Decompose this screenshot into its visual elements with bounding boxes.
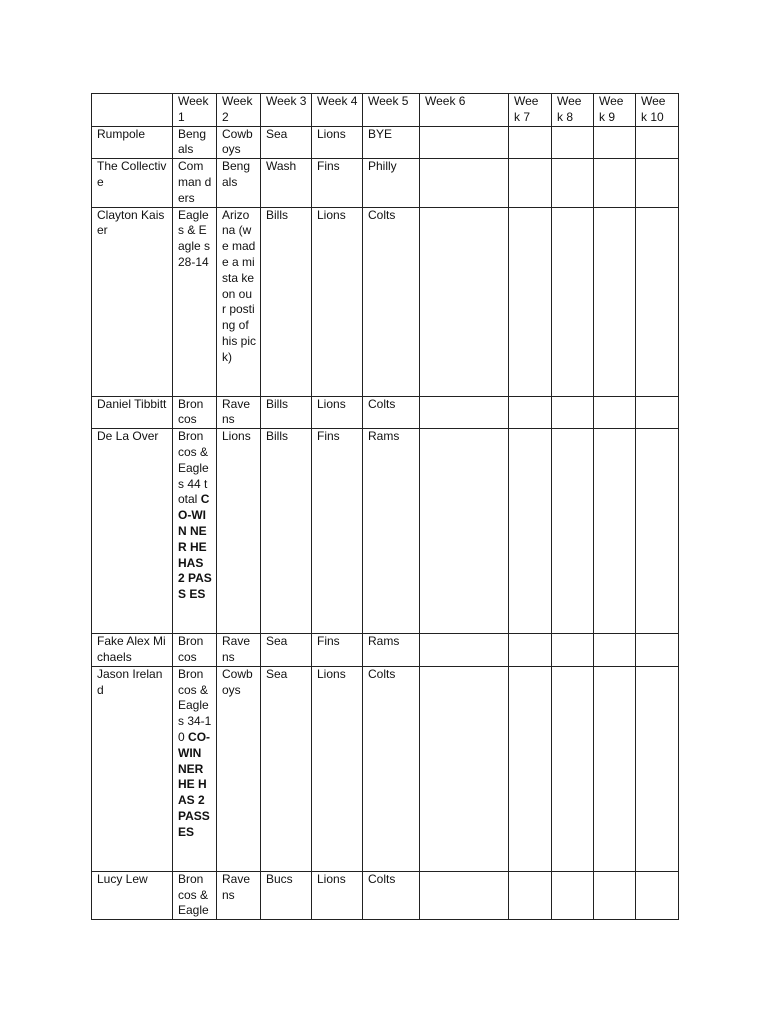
pick-cell: Colts: [363, 207, 420, 396]
pick-cell: [509, 207, 552, 396]
co-winner-note: CO-WIN NER HE HAS 2 PASS ES: [178, 492, 212, 602]
pick-cell: Fins: [312, 634, 363, 667]
pick-cell: [636, 207, 679, 396]
pick-cell: [420, 871, 509, 919]
pick-cell: [552, 396, 594, 429]
player-name: De La Over: [92, 429, 173, 634]
pick-cell: [636, 666, 679, 871]
pick-cell: [509, 634, 552, 667]
header-cell-week-6: Week 6: [420, 94, 509, 127]
pick-cell: Lions: [312, 666, 363, 871]
pick-cell: Rave ns: [217, 871, 261, 919]
header-row: [92, 94, 679, 127]
pick-cell: Bills: [261, 207, 312, 396]
pick-cell: [636, 871, 679, 919]
pick-cell: [552, 429, 594, 634]
pick-cell: [636, 634, 679, 667]
pick-cell: [552, 207, 594, 396]
pick-cell: Wash: [261, 159, 312, 207]
player-name: Clayton Kaiser: [92, 207, 173, 396]
pick-cell: Rave ns: [217, 634, 261, 667]
pick-cell: [173, 429, 217, 634]
co-winner-note: CO-WIN NER HE HAS 2 PASS ES: [178, 729, 211, 839]
pick-cell: Bills: [261, 429, 312, 634]
pick-cell: Lions: [312, 871, 363, 919]
table-row: [92, 871, 679, 919]
pick-cell: [594, 634, 636, 667]
pick-cell: [552, 126, 594, 159]
pick-cell: [594, 396, 636, 429]
pick-cell: Com man ders: [173, 159, 217, 207]
table-row: [92, 207, 679, 396]
player-name: Daniel Tibbitt: [92, 396, 173, 429]
pick-cell: [509, 666, 552, 871]
header-cell-week-10: Wee k 10: [636, 94, 679, 127]
pick-cell: Fins: [312, 159, 363, 207]
pick-cell: [636, 159, 679, 207]
header-cell-week-9: Wee k 9: [594, 94, 636, 127]
pick-cell: [509, 429, 552, 634]
pick-cell: Fins: [312, 429, 363, 634]
pick-cell: Rams: [363, 429, 420, 634]
pick-cell: [173, 666, 217, 871]
pick-cell: Colts: [363, 871, 420, 919]
pick-cell: BYE: [363, 126, 420, 159]
pick-cell: [509, 159, 552, 207]
header-cell-blank: [92, 94, 173, 127]
pick-cell: Bron cos: [173, 634, 217, 667]
header-cell-week-1: Week 1: [173, 94, 217, 127]
pick-cell: [594, 207, 636, 396]
pick-cell: [420, 396, 509, 429]
pick-cell: Beng als: [217, 159, 261, 207]
pick-cell: Eagle s & Eagle s 28-14: [173, 207, 217, 396]
pick-cell: Rave ns: [217, 396, 261, 429]
pick-cell: Sea: [261, 666, 312, 871]
pick-cell: Bron cos: [173, 396, 217, 429]
pick-cell: Bron cos & Eagle: [173, 871, 217, 919]
pick-cell: [509, 871, 552, 919]
pick-cell: Lions: [312, 126, 363, 159]
pick-cell: Rams: [363, 634, 420, 667]
pick-cell: Bucs: [261, 871, 312, 919]
pick-cell: [552, 666, 594, 871]
pick-cell: Lions: [312, 396, 363, 429]
pick-cell: [509, 396, 552, 429]
pick-cell: Bills: [261, 396, 312, 429]
pick-cell: Arizo na (we made a mista ke on our posti ng of his pick): [217, 207, 261, 396]
player-name: Rumpole: [92, 126, 173, 159]
pick-cell: [594, 666, 636, 871]
picks-table: [91, 93, 679, 920]
pick-cell: Philly: [363, 159, 420, 207]
header-cell-week-4: Week 4: [312, 94, 363, 127]
player-name: The Collective: [92, 159, 173, 207]
pick-cell: [420, 126, 509, 159]
pick-cell: [420, 666, 509, 871]
pick-cell: Cowb oys: [217, 666, 261, 871]
pick-cell: [420, 429, 509, 634]
table-row: [92, 159, 679, 207]
pick-cell: [594, 126, 636, 159]
header-cell-week-8: Wee k 8: [552, 94, 594, 127]
pick-cell: [552, 159, 594, 207]
pick-cell: [594, 871, 636, 919]
table-row: [92, 396, 679, 429]
pick-cell: [594, 429, 636, 634]
pick-cell: [509, 126, 552, 159]
pick-cell: Colts: [363, 396, 420, 429]
pick-cell: Colts: [363, 666, 420, 871]
pick-cell: [636, 126, 679, 159]
pick-cell: Lions: [312, 207, 363, 396]
header-cell-week-3: Week 3: [261, 94, 312, 127]
table-row: [92, 429, 679, 634]
header-cell-week-7: Wee k 7: [509, 94, 552, 127]
player-name: Lucy Lew: [92, 871, 173, 919]
player-name: Fake Alex Michaels: [92, 634, 173, 667]
header-cell-week-5: Week 5: [363, 94, 420, 127]
pick-cell: [420, 159, 509, 207]
table-row: [92, 666, 679, 871]
pick-cell: [420, 207, 509, 396]
pick-cell: [420, 634, 509, 667]
player-name: Jason Ireland: [92, 666, 173, 871]
pick-cell: [552, 634, 594, 667]
pick-cell: [552, 871, 594, 919]
pick-cell: [594, 159, 636, 207]
pick-cell: Cowb oys: [217, 126, 261, 159]
pick-cell: Sea: [261, 126, 312, 159]
pick-cell: [636, 429, 679, 634]
table-row: [92, 126, 679, 159]
pick-cell: [636, 396, 679, 429]
pick-cell: Beng als: [173, 126, 217, 159]
pick-text: Bron cos & Eagle s 34-10: [178, 666, 212, 744]
pick-text: Bron cos & Eagle s 44 total: [178, 429, 209, 507]
pick-cell: Sea: [261, 634, 312, 667]
table-row: [92, 634, 679, 667]
header-cell-week-2: Week 2: [217, 94, 261, 127]
pick-cell: Lions: [217, 429, 261, 634]
